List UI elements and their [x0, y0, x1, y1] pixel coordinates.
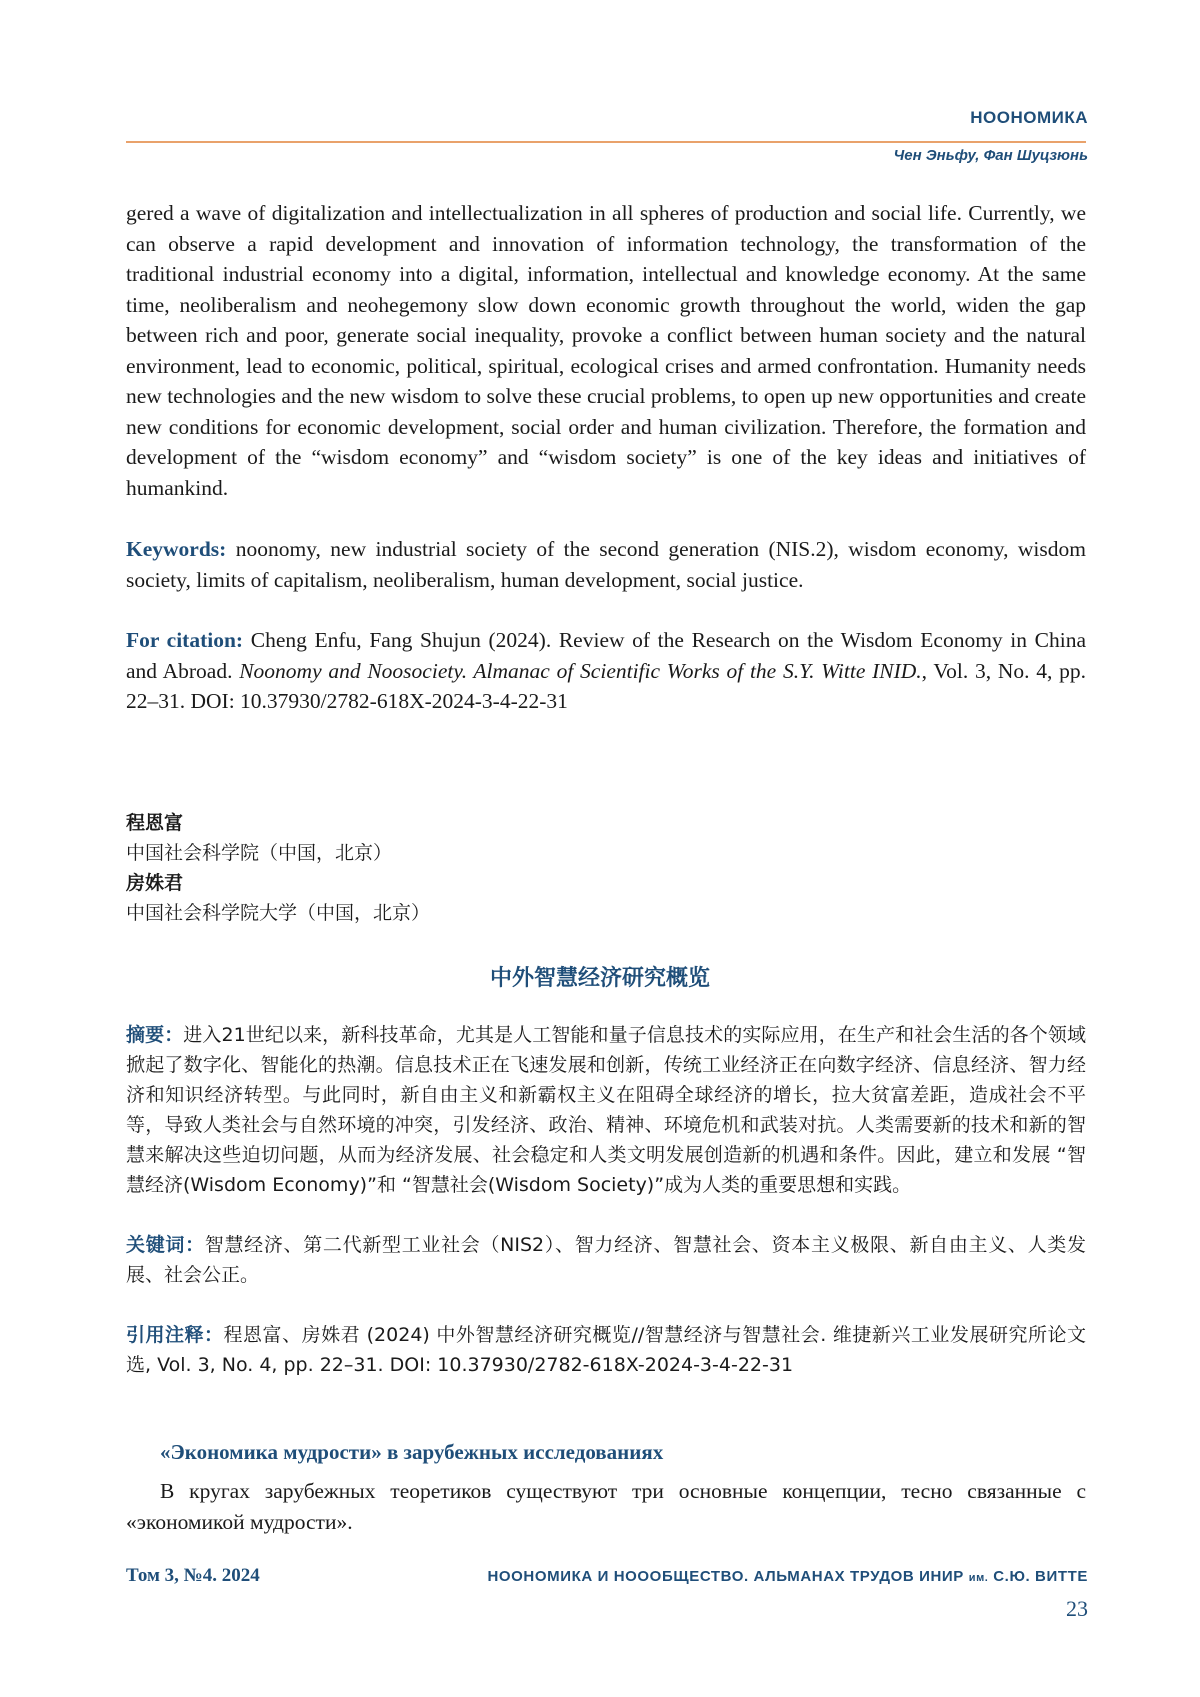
keywords-en-label: Keywords: — [126, 537, 227, 561]
section-label: НООНОМИКА — [970, 108, 1088, 127]
abstract-en: gered a wave of digitalization and intellectualization in all spheres of production and social life. Currently, we can observe a rapid development and innovation of information technology, the transformation of the traditional industrial economy into a digital, information, intellectual and knowledge economy. At the same time, neoliberalism and neohegemony slow down economic growth throughout the world, widen the gap between rich and poor, generate social inequality, provoke a conflict between human society and the natural environment, lead to economic, political, spiritual, ecological crises and armed confrontation. Humanity needs new technologies and the new wisdom to solve these crucial problems, to open up new opportunities and create new conditions for economic development, social order and human civilization. Therefore, the formation and development of the “wisdom economy” and “wisdom society” is one of the key ideas and initiatives of humankind. — [126, 201, 1086, 500]
author-cn-affiliation: 中国社会科学院（中国，北京） — [126, 842, 393, 864]
keywords-en-text: noonomy, new industrial society of the second generation (NIS.2), wisdom economy, wisdom society, limits of capitalism, neoliberalism, human development, social justice. — [126, 537, 1086, 592]
citation-cn-label: 引用注释： — [126, 1324, 224, 1346]
citation-cn-text: 程恩富、房姝君 (2024) 中外智慧经济研究概览//智慧经济与智慧社会. 维捷新兴工业发展研究所论文选, Vol. 3, No. 4, pp. 22–31. DOI: 10.37930/2782-618X-2024-3-4-22-31 — [126, 1324, 1086, 1376]
section-heading-ru: «Экономика мудрости» в зарубежных исследованиях — [160, 1440, 664, 1464]
citation-en — [126, 625, 1086, 717]
paragraph-ru: В кругах зарубежных теоретиков существуют три основные концепции, тесно связанные с «экономикой мудрости». — [126, 1479, 1086, 1534]
citation-cn — [126, 1320, 1086, 1380]
footer-journal-part2: С.Ю. ВИТТЕ — [993, 1568, 1088, 1585]
author-cn-affiliation: 中国社会科学院大学（中国，北京） — [126, 902, 431, 924]
keywords-en — [126, 534, 1086, 595]
header-rule — [126, 141, 1086, 143]
keywords-cn — [126, 1230, 1086, 1290]
footer-journal-small: им. — [968, 1572, 989, 1584]
author-cn-name: 房姝君 — [126, 872, 184, 894]
footer-issue: Том 3, №4. 2024 — [126, 1565, 260, 1586]
running-authors: Чен Эньфу, Фан Шуцзюнь — [893, 147, 1088, 164]
citation-en-journal: Noonomy and Noosociety. Almanac of Scientific Works of the S.Y. Witte INID. — [239, 658, 922, 683]
footer-journal-part1: НООНОМИКА И НООOБЩЕСТВО. АЛЬМАНАХ ТРУДОВ ИНИР — [487, 1568, 964, 1585]
abstract-cn-label: 摘要： — [126, 1024, 184, 1046]
keywords-cn-label: 关键词： — [126, 1234, 205, 1256]
citation-en-text-after: , Vol. 3, No. 4, pp. 22–31. DOI: 10.37930/2782-618X-2024-3-4-22-31 — [126, 658, 1086, 713]
abstract-cn — [126, 1020, 1086, 1200]
authors-cn — [126, 808, 1086, 928]
citation-en-label: For citation: — [126, 628, 244, 652]
footer-journal — [487, 1568, 1088, 1585]
article-title-cn: 中外智慧经济研究概览 — [489, 966, 710, 991]
author-cn-name: 程恩富 — [126, 812, 184, 834]
abstract-cn-text: 进入21世纪以来，新科技革命，尤其是人工智能和量子信息技术的实际应用，在生产和社会生活的各个领域掀起了数字化、智能化的热潮。信息技术正在飞速发展和创新，传统工业经济正在向数字经济、信息经济、智力经济和知识经济转型。与此同时，新自由主义和新霸权主义在阻碍全球经济的增长，拉大贫富差距，造成社会不平等，导致人类社会与自然环境的冲突，引发经济、政治、精神、环境危机和武装对抗。人类需要新的技术和新的智慧来解决这些迫切问题，从而为经济发展、社会稳定和人类文明发展创造新的机遇和条件。因此，建立和发展 “智慧经济(Wisdom Economy)”和 “智慧社会(Wisdom Society)”成为人类的重要思想和实践。 — [126, 1024, 1086, 1196]
citation-en-text: Cheng Enfu, Fang Shujun (2024). Review of the Research on the Wisdom Economy in China and Abroad. — [126, 628, 1087, 683]
page-number: 23 — [1066, 1596, 1088, 1621]
keywords-cn-text: 智慧经济、第二代新型工业社会（NIS2）、智力经济、智慧社会、资本主义极限、新自由主义、人类发展、社会公正。 — [126, 1234, 1086, 1286]
